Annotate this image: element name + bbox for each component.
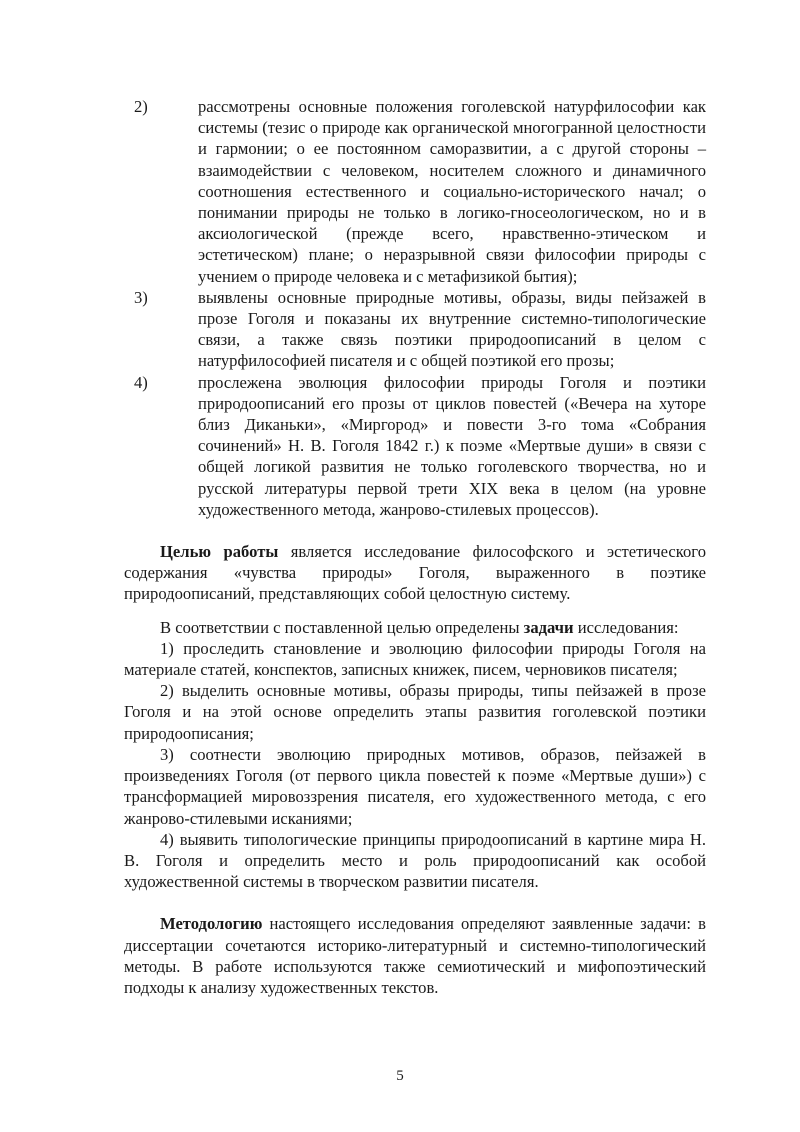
- goal-paragraph: [124, 541, 706, 605]
- tasks-intro-text-end: исследования:: [573, 617, 679, 637]
- list-number: 4): [134, 372, 148, 392]
- list-item: [124, 287, 706, 372]
- task-item: 3) соотнести эволюцию природных мотивов, образов, пейзажей в произведениях Гоголя (от первого цикла повестей к поэме «Мертвые души») с трансформацией мировоззрения писателя, его художественного метода, с его жанрово-стилевыми исканиями;: [124, 744, 706, 828]
- list-text: прослежена эволюция философии природы Гоголя и поэтики природоописаний его прозы от циклов повестей («Вечера на хуторе близ Диканьки», «Миргород» и повести 3-го тома «Собрания сочинений» Н. В. Гоголя 1842 г.) к поэме «Мертвые души» в связи с общей логикой развития не только гоголевского творчества, но и русской литературы первой трети XIX века в целом (на уровне художественного метода, жанрово-стилевых процессов).: [198, 372, 706, 519]
- tasks-intro-text: В соответствии с поставленной целью определены: [160, 617, 524, 637]
- list-item: [124, 372, 706, 520]
- list-text: выявлены основные природные мотивы, образы, виды пейзажей в прозе Гоголя и показаны их внутренние системно-типологические связи, а также связь поэтики природоописаний в целом с натурфилософией писателя и с общей поэтикой его прозы;: [198, 287, 706, 371]
- page-number: 5: [396, 1068, 404, 1084]
- tasks-intro: [124, 617, 706, 638]
- spacer: [124, 520, 706, 541]
- goal-heading: Целью работы: [160, 542, 279, 562]
- tasks-heading: задачи: [523, 617, 574, 637]
- task-item: 4) выявить типологические принципы природоописаний в картине мира Н. В. Гоголя и определить место и роль природоописаний как особой художественной системы в творческом развитии писателя.: [124, 829, 706, 892]
- list-text: рассмотрены основные положения гоголевской натурфилософии как системы (тезис о природе как органической многогранной целостности и гармонии; о ее постоянном саморазвитии, а с другой стороны – взаимодействии с человеком, носителем сложного и динамичного соотношения естественного и социально-исторического начал; о понимании природы не только в логико-гносеологическом, но и в аксиологической (прежде всего, нравственно-этическом и эстетическом) плане; о неразрывной связи философии природы с учением о природе человека и с метафизикой бытия);: [198, 97, 706, 286]
- task-item: 2) выделить основные мотивы, образы природы, типы пейзажей в прозе Гоголя и на этой основе определить этапы развития гоголевской поэтики природоописания;: [124, 681, 706, 743]
- list-number: 2): [134, 97, 148, 116]
- spacer: [124, 605, 706, 617]
- spacer: [124, 892, 706, 913]
- list-item: [124, 96, 706, 287]
- method-heading: Методологию: [160, 914, 263, 934]
- task-item: 1) проследить становление и эволюцию философии природы Гоголя на материале статей, конспектов, записных книжек, писем, черновиков писателя;: [124, 638, 706, 680]
- page-content: [124, 96, 706, 998]
- method-text: настоящего исследования определяют заявленные задачи: в диссертации сочетаются историко-литературный и системно-типологический методы. В работе используются также семиотический и мифопоэтический подходы к анализу художественных текстов.: [124, 914, 706, 997]
- goal-text: является исследование философского и эстетического содержания «чувства природы» Гоголя, выраженного в поэтике природоописаний, представляющих собой целостную систему.: [124, 542, 706, 604]
- method-paragraph: [124, 913, 706, 998]
- list-number: 3): [134, 287, 148, 307]
